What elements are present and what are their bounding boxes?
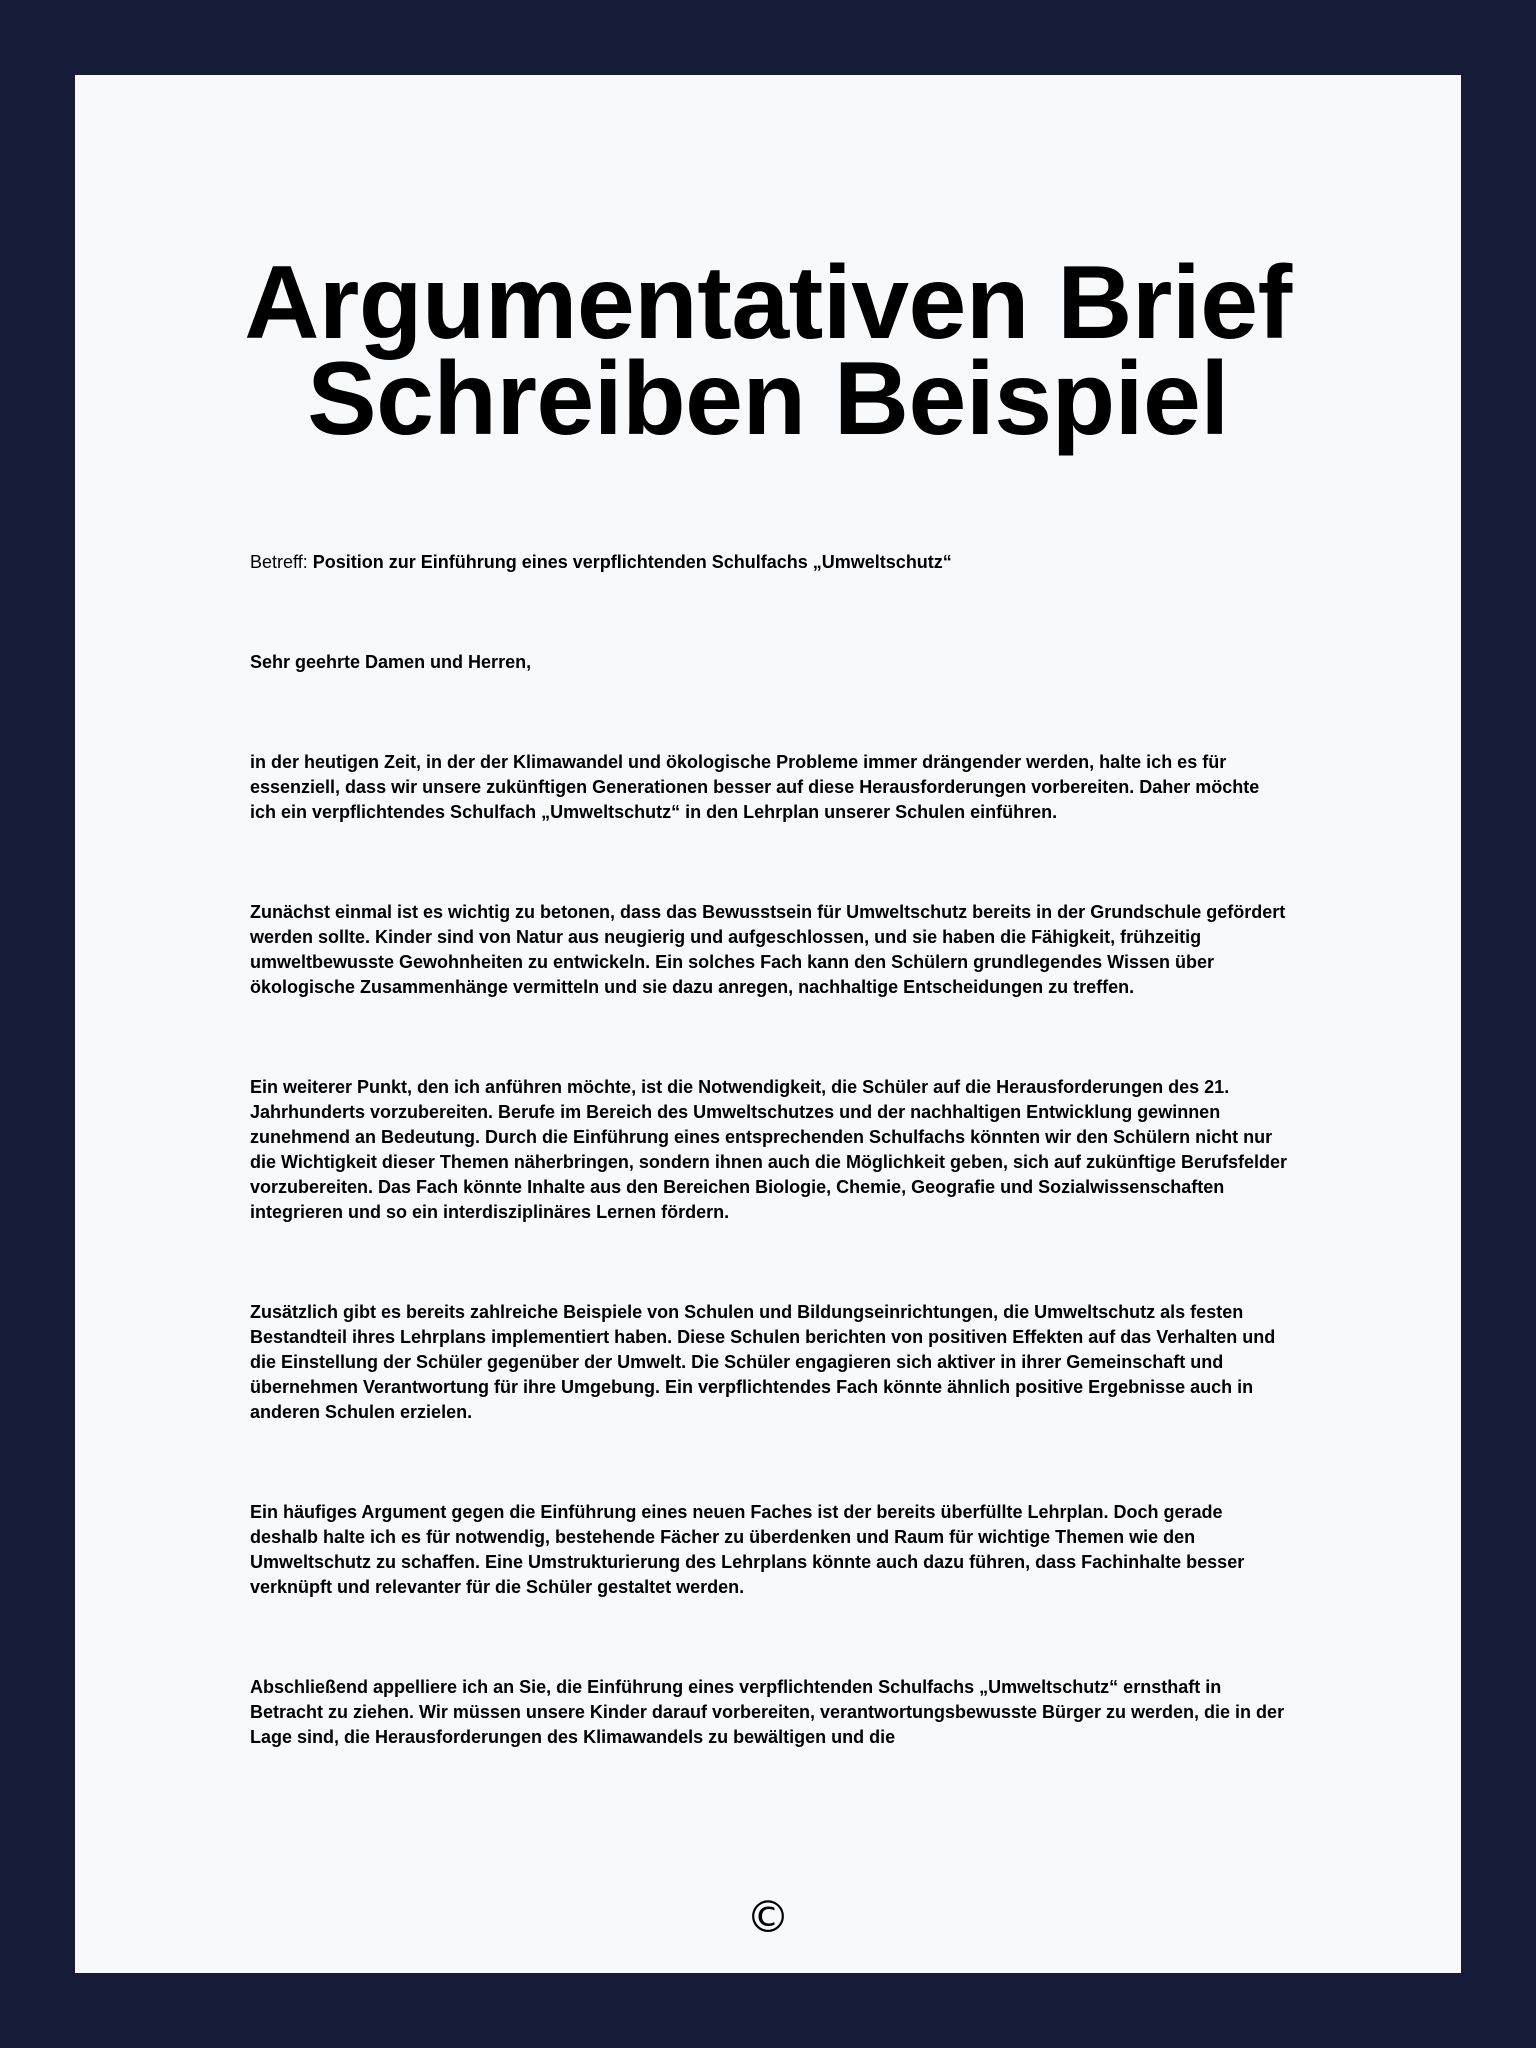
title-line-2: Schreiben Beispiel bbox=[307, 341, 1229, 457]
letter-salutation: Sehr geehrte Damen und Herren, bbox=[250, 652, 532, 672]
page-title bbox=[75, 245, 1461, 457]
title-line-1: Argumentativen Brief bbox=[244, 245, 1292, 361]
subject-text: Position zur Einführung eines verpflichtenden Schulfachs „Umweltschutz“ bbox=[312, 552, 952, 572]
copyright-icon: © bbox=[746, 1892, 790, 1943]
letter-paragraph-5: Ein häufiges Argument gegen die Einführung eines neuen Faches ist der bereits überfüllte Lehrplan. Doch gerade deshalb halte ich es für notwendig, bestehende Fächer zu überdenken und Raum für wichtige Themen wie den Umweltschutz zu schaffen. Eine Umstrukturierung des Lehrplans könnte auch dazu führen, dass Fachinhalte besser verknüpft und relevanter für die Schüler gestaltet werden. bbox=[250, 1502, 1245, 1597]
letter-paragraph-6: Abschließend appelliere ich an Sie, die Einführung eines verpflichtenden Schulfachs „Umweltschutz“ ernsthaft in Betracht zu ziehen. Wir müssen unsere Kinder darauf vorbereiten, verantwortungsbewusste Bürger zu werden, die in der Lage sind, die Herausforderungen des Klimawandels zu bewältigen und die bbox=[250, 1677, 1285, 1747]
letter-paragraph-4: Zusätzlich gibt es bereits zahlreiche Beispiele von Schulen und Bildungseinrichtungen, die Umweltschutz als festen Bestandteil ihres Lehrplans implementiert haben. Diese Schulen berichten von positiven Effekten auf das Verhalten und die Einstellung der Schüler gegenüber der Umwelt. Die Schüler engagieren sich aktiver in ihrer Gemeinschaft und übernehmen Verantwortung für ihre Umgebung. Ein verpflichtendes Fach könnte ähnlich positive Ergebnisse auch in anderen Schulen erzielen. bbox=[250, 1302, 1276, 1422]
letter-paragraph-3: Ein weiterer Punkt, den ich anführen möchte, ist die Notwendigkeit, die Schüler auf die Herausforderungen des 21. Jahrhunderts vorzubereiten. Berufe im Bereich des Umweltschutzes und der nachhaltigen Entwicklung gewinnen zunehmend an Bedeutung. Durch die Einführung eines entsprechenden Schulfachs könnten wir den Schülern nicht nur die Wichtigkeit dieser Themen näherbringen, sondern ihnen auch die Möglichkeit geben, sich auf zukünftige Berufsfelder vorzubereiten. Das Fach könnte Inhalte aus den Bereichen Biologie, Chemie, Geografie und Sozialwissenschaften integrieren und so ein interdisziplinäres Lernen fördern. bbox=[250, 1077, 1288, 1222]
letter-paragraph-2: Zunächst einmal ist es wichtig zu betonen, dass das Bewusstsein für Umweltschutz bereits in der Grundschule gefördert werden sollte. Kinder sind von Natur aus neugierig und aufgeschlossen, und sie haben die Fähigkeit, frühzeitig umweltbewusste Gewohnheiten zu entwickeln. Ein solches Fach kann den Schülern grundlegendes Wissen über ökologische Zusammenhänge vermitteln und sie dazu anregen, nachhaltige Entscheidungen zu treffen. bbox=[250, 902, 1286, 997]
document-page bbox=[75, 75, 1461, 1973]
letter-body bbox=[250, 550, 1290, 1750]
letter-paragraph-1: in der heutigen Zeit, in der der Klimawandel und ökologische Probleme immer drängender werden, halte ich es für essenziell, dass wir unsere zukünftigen Generationen besser auf diese Herausforderungen vorbereiten. Daher möchte ich ein verpflichtendes Schulfach „Umweltschutz“ in den Lehrplan unserer Schulen einführen. bbox=[250, 752, 1260, 822]
subject-label: Betreff: bbox=[250, 552, 308, 572]
letter-subject bbox=[250, 550, 1290, 575]
